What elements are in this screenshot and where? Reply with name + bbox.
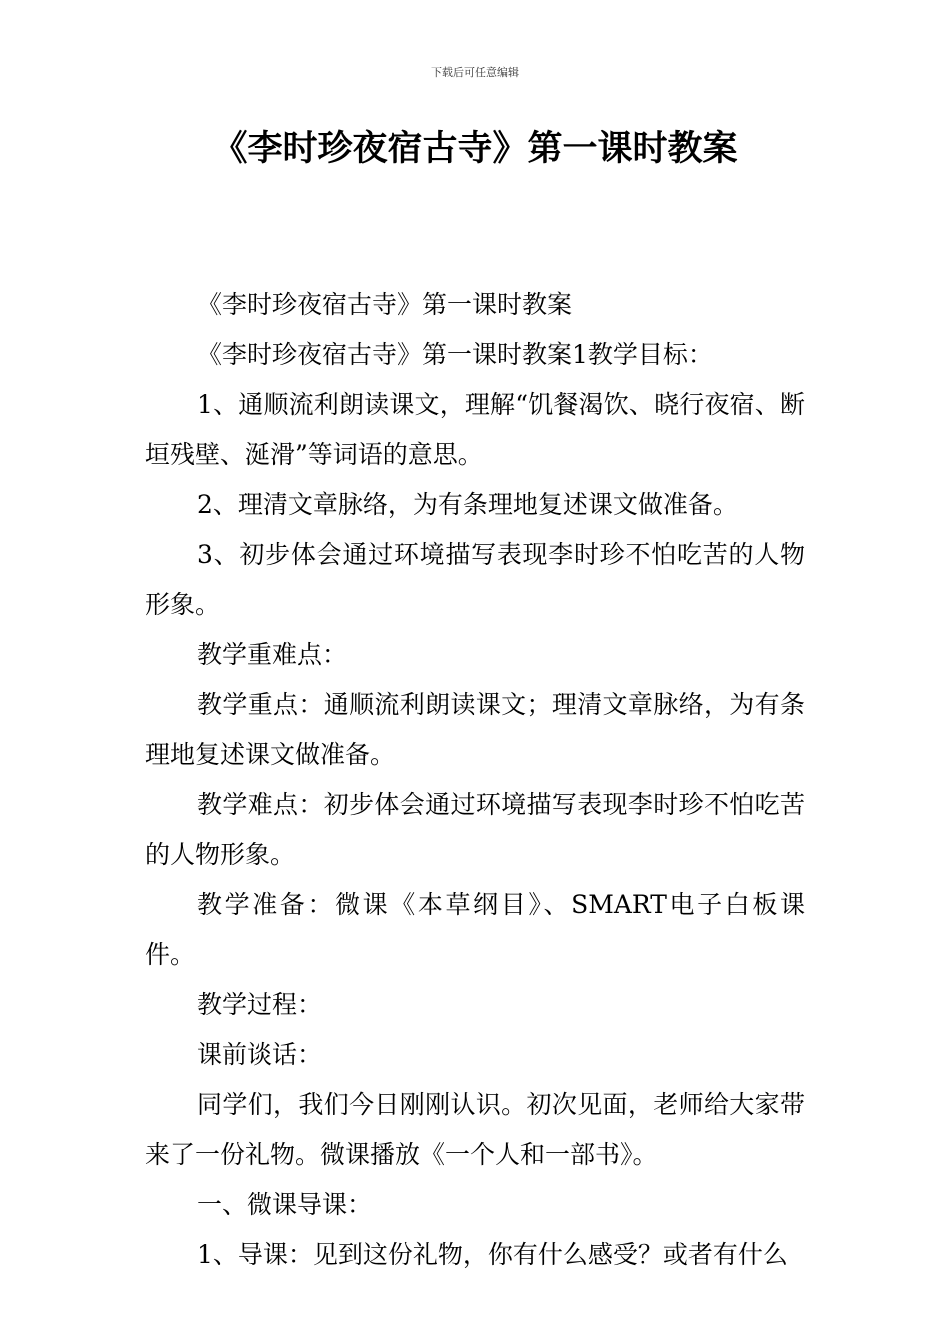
paragraph: 教学准备：微课《本草纲目》、SMART电子白板课件。 bbox=[145, 890, 805, 969]
paragraph: 教学难点：初步体会通过环境描写表现李时珍不怕吃苦的人物形象。 bbox=[145, 790, 805, 869]
section-heading: 一、微课导课： bbox=[197, 1190, 373, 1219]
paragraph: 同学们，我们今日刚刚认识。初次见面，老师给大家带来了一份礼物。微课播放《一个人和一部书》。 bbox=[145, 1090, 805, 1169]
paragraph: 1、通顺流利朗读课文，理解“饥餐渴饮、晓行夜宿、断垣残壁、涎滑”等词语的意思。 bbox=[145, 390, 805, 469]
document-title: 《李时珍夜宿古寺》第一课时教案 bbox=[212, 129, 738, 169]
paragraph: 《李时珍夜宿古寺》第一课时教案 bbox=[197, 290, 573, 319]
section-heading: 课前谈话： bbox=[197, 1040, 323, 1069]
section-heading: 教学过程： bbox=[197, 990, 323, 1019]
paragraph: 2、理清文章脉络，为有条理地复述课文做准备。 bbox=[197, 490, 738, 519]
paragraph: 教学重点：通顺流利朗读课文；理清文章脉络，为有条理地复述课文做准备。 bbox=[145, 690, 805, 769]
page-header-note: 下载后可任意编辑 bbox=[431, 66, 519, 79]
paragraph: 1、导课：见到这份礼物，你有什么感受？或者有什么 bbox=[197, 1240, 788, 1269]
section-heading: 教学重难点： bbox=[197, 640, 348, 669]
paragraph: 《李时珍夜宿古寺》第一课时教案1教学目标： bbox=[197, 340, 713, 369]
document-body bbox=[145, 280, 805, 1280]
paragraph: 3、初步体会通过环境描写表现李时珍不怕吃苦的人物形象。 bbox=[145, 540, 805, 619]
